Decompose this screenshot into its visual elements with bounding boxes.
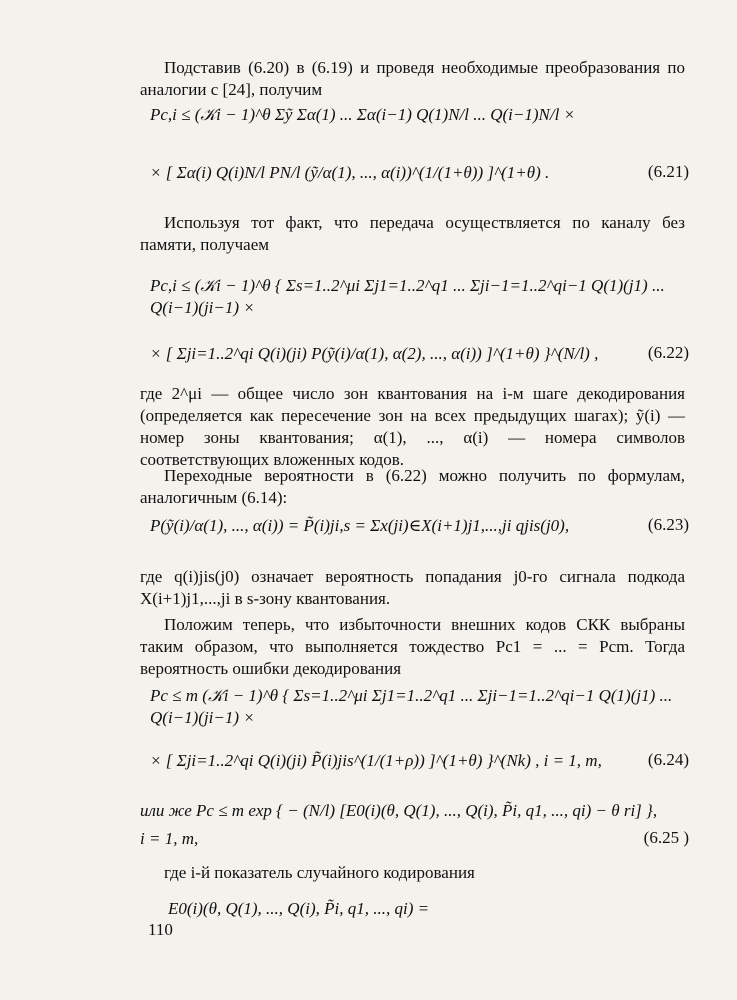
- equation-6-22-line-1: Pc,i ≤ (𝒦i − 1)^θ { Σs=1..2^μi Σj1=1..2^q1 ... Σji−1=1..2^qi−1 Q(1)(j1) ... Q(i−1)(ji−1) ×: [150, 276, 665, 317]
- paragraph-1: Подставив (6.20) в (6.19) и проведя необходимые преобразования по аналогии с [24], получим: [140, 58, 685, 99]
- equation-number-6-24: (6.24): [647, 750, 689, 769]
- equation-number-6-23: (6.23): [647, 515, 689, 534]
- paragraph-7: где i-й показатель случайного кодирования: [164, 863, 475, 882]
- paragraph-6: Положим теперь, что избыточности внешних кодов СКК выбраны таким образом, что выполняется тождество Pc1 = ... = Pcm. Тогда вероятность ошибки декодирования: [140, 615, 685, 678]
- equation-number-6-22: (6.22): [647, 343, 689, 362]
- equation-6-21-line-2: × [ Σα(i) Q(i)N/l PN/l (ỹ/α(1), ..., α(i))^(1/(1+θ)) ]^(1+θ) .: [150, 163, 550, 182]
- page-number: 110: [148, 920, 173, 939]
- paragraph-5: где q(i)jis(j0) означает вероятность попадания j0-го сигнала подкода X(i+1)j1,...,ji в s-зону квантования.: [140, 567, 685, 608]
- equation-number-6-21: (6.21): [647, 162, 689, 181]
- equation-6-23: P(ỹ(i)/α(1), ..., α(i)) = P̃(i)ji,s = Σx(ji)∈X(i+1)j1,...,ji qjis(j0),: [150, 516, 570, 535]
- equation-6-24-line-2: × [ Σji=1..2^qi Q(i)(ji) P̃(i)jis^(1/(1+ρ)) ]^(1+θ) }^(Nk) , i = 1, m,: [150, 751, 602, 770]
- paragraph-4: Переходные вероятности в (6.22) можно получить по формулам, аналогичным (6.14):: [140, 466, 685, 507]
- equation-6-25-line-2: i = 1, m,: [140, 829, 199, 848]
- equation-6-21-line-1: Pc,i ≤ (𝒦i − 1)^θ Σỹ Σα(1) ... Σα(i−1) Q(1)N/l ... Q(i−1)N/l ×: [150, 105, 576, 124]
- paragraph-3: где 2^μi — общее число зон квантования на i-м шаге декодирования (определяется как пересечение зон на всех предыдущих шагах); ỹ(i) — номер зоны квантования; α(1), ..., α(i) — номера символов соответствующих вложенных кодов.: [140, 384, 685, 469]
- equation-number-6-25: (6.25 ): [643, 828, 689, 847]
- paragraph-2: Используя тот факт, что передача осуществляется по каналу без памяти, получаем: [140, 213, 685, 254]
- equation-6-24-line-1: Pc ≤ m (𝒦i − 1)^θ { Σs=1..2^μi Σj1=1..2^q1 ... Σji−1=1..2^qi−1 Q(1)(j1) ... Q(i−1)(ji−1) ×: [150, 686, 673, 727]
- equation-6-22-line-2: × [ Σji=1..2^qi Q(i)(ji) P(ỹ(i)/α(1), α(2), ..., α(i)) ]^(1+θ) }^(N/l) ,: [150, 344, 599, 363]
- equation-6-26: E0(i)(θ, Q(1), ..., Q(i), P̃i, q1, ..., qi) =: [168, 899, 430, 918]
- equation-6-25-line-1: или же Pc ≤ m exp { − (N/l) [E0(i)(θ, Q(1), ..., Q(i), P̃i, q1, ..., qi) − θ ri] },: [140, 801, 658, 820]
